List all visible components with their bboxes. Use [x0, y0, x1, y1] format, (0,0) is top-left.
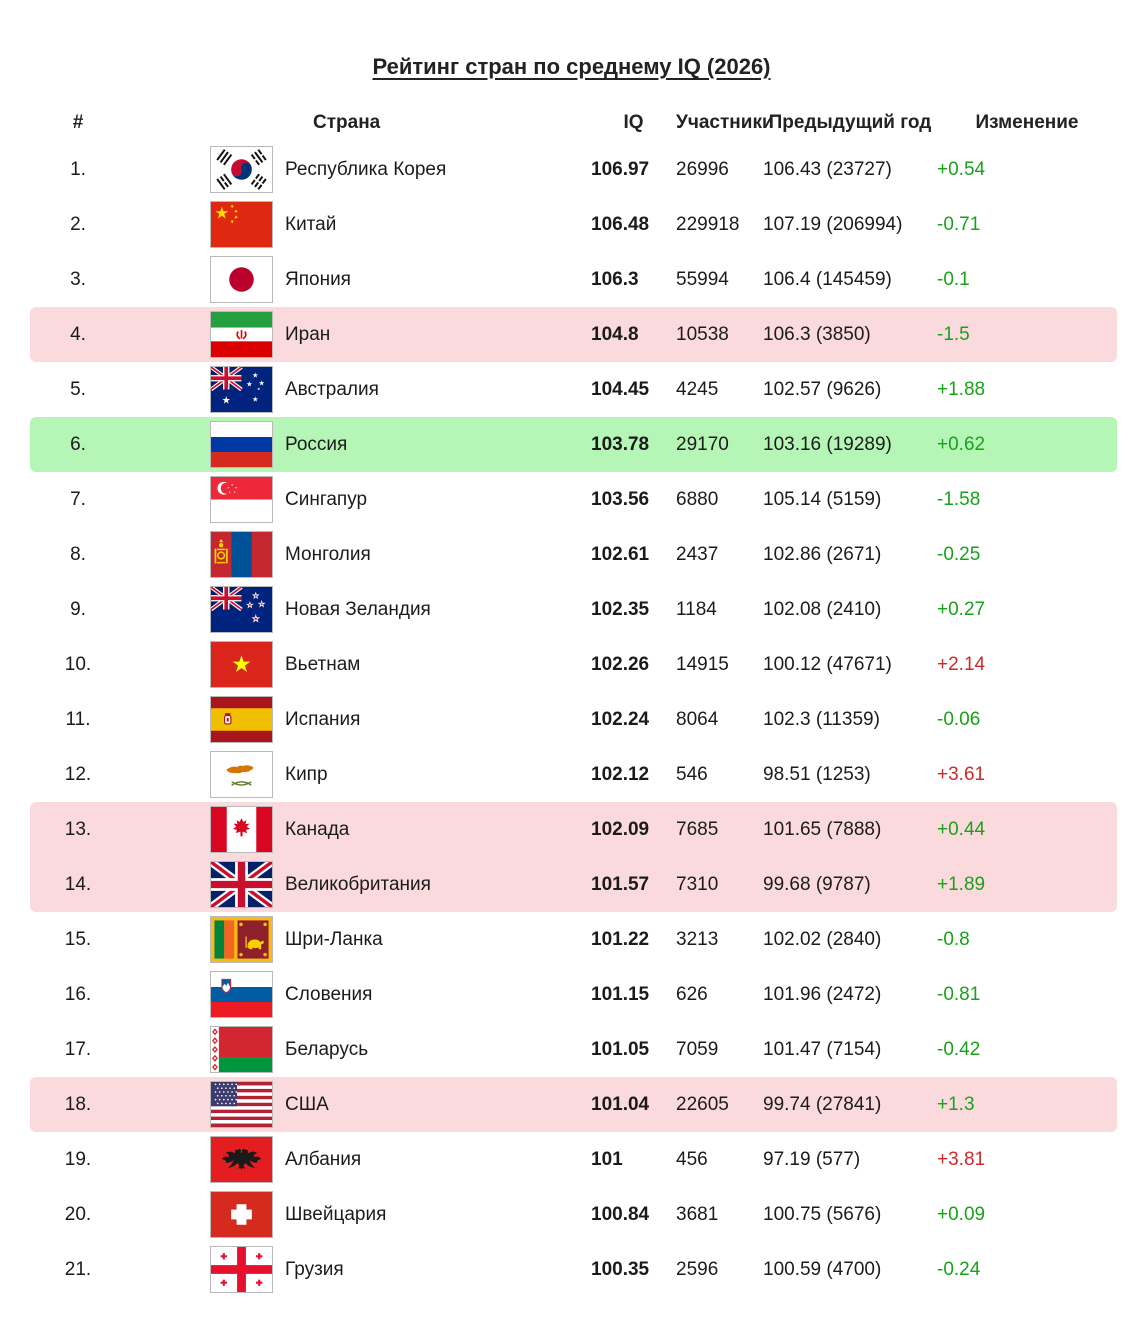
- participants-count: 2596: [676, 1258, 719, 1280]
- rank-number: 9.: [70, 598, 86, 620]
- flag-cell: [210, 311, 285, 358]
- country-name: Республика Корея: [285, 158, 447, 180]
- flag-new-zealand-icon: [210, 586, 273, 633]
- table-row: [30, 307, 1117, 362]
- participants-count: 6880: [676, 488, 719, 510]
- previous-year-value: 100.59 (4700): [763, 1258, 882, 1280]
- table-row: [30, 527, 1117, 582]
- iq-value: 102.35: [591, 598, 650, 620]
- participants-count: 14915: [676, 653, 729, 675]
- column-header-rank: #: [72, 112, 84, 133]
- rank-number: 17.: [64, 1038, 92, 1060]
- change-value: +0.09: [937, 1203, 986, 1225]
- change-value: +0.44: [937, 818, 986, 840]
- previous-year-value: 101.47 (7154): [763, 1038, 882, 1060]
- column-header-participants: Участники: [676, 112, 774, 133]
- previous-year-value: 101.65 (7888): [763, 818, 882, 840]
- change-value: -0.06: [937, 708, 981, 730]
- table-row: [30, 1132, 1117, 1187]
- participants-count: 7059: [676, 1038, 719, 1060]
- rank-number: 20.: [64, 1203, 92, 1225]
- iq-value: 102.09: [591, 818, 650, 840]
- change-value: +0.62: [937, 433, 986, 455]
- participants-count: 1184: [676, 598, 717, 620]
- change-value: -0.71: [937, 213, 981, 235]
- country-name: Новая Зеландия: [285, 598, 431, 620]
- flag-georgia-icon: [210, 1246, 273, 1293]
- country-name: Кипр: [285, 763, 328, 785]
- rank-number: 3.: [70, 268, 86, 290]
- country-name: Иран: [285, 323, 331, 345]
- flag-cell: [210, 256, 285, 303]
- flag-cell: [210, 751, 285, 798]
- rank-number: 14.: [64, 873, 92, 895]
- flag-cyprus-icon: [210, 751, 273, 798]
- participants-count: 456: [676, 1148, 708, 1170]
- rank-number: 11.: [65, 708, 91, 730]
- flag-cell: [210, 366, 285, 413]
- country-name: Вьетнам: [285, 653, 361, 675]
- flag-cell: [210, 916, 285, 963]
- participants-count: 55994: [676, 268, 729, 290]
- change-value: +1.89: [937, 873, 986, 895]
- flag-iran-icon: [210, 311, 273, 358]
- iq-ranking-page: [0, 54, 1143, 1297]
- flag-china-icon: [210, 201, 273, 248]
- iq-value: 100.84: [591, 1203, 650, 1225]
- flag-slovenia-icon: [210, 971, 273, 1018]
- flag-albania-icon: [210, 1136, 273, 1183]
- flag-cell: [210, 476, 285, 523]
- participants-count: 3681: [676, 1203, 719, 1225]
- table-row: [30, 197, 1117, 252]
- iq-value: 102.26: [591, 653, 650, 675]
- flag-cell: [210, 531, 285, 578]
- iq-value: 101.57: [591, 873, 650, 895]
- flag-cell: [210, 586, 285, 633]
- change-value: -0.24: [937, 1258, 981, 1280]
- flag-vietnam-icon: [210, 641, 273, 688]
- flag-uk-icon: [210, 861, 273, 908]
- rank-number: 16.: [64, 983, 92, 1005]
- previous-year-value: 97.19 (577): [763, 1148, 861, 1170]
- change-value: +0.27: [937, 598, 986, 620]
- participants-count: 8064: [676, 708, 719, 730]
- participants-count: 7310: [676, 873, 719, 895]
- iq-value: 104.8: [591, 323, 639, 345]
- table-row: [30, 1242, 1117, 1297]
- flag-russia-icon: [210, 421, 273, 468]
- previous-year-value: 106.4 (145459): [763, 268, 892, 290]
- iq-value: 101.04: [591, 1093, 650, 1115]
- change-value: -0.81: [937, 983, 981, 1005]
- iq-value: 100.35: [591, 1258, 650, 1280]
- flag-south-korea-icon: [210, 146, 273, 193]
- previous-year-value: 100.12 (47671): [763, 653, 892, 675]
- rank-number: 1.: [70, 158, 86, 180]
- table-row: [30, 252, 1117, 307]
- change-value: -0.8: [937, 928, 970, 950]
- table-row: [30, 1022, 1117, 1077]
- flag-cell: [210, 146, 285, 193]
- table-row: [30, 692, 1117, 747]
- rank-number: 6.: [70, 433, 86, 455]
- flag-singapore-icon: [210, 476, 273, 523]
- flag-cell: [210, 1246, 285, 1293]
- rank-number: 8.: [70, 543, 86, 565]
- change-value: -0.1: [937, 268, 970, 290]
- participants-count: 10538: [676, 323, 729, 345]
- iq-value: 101.22: [591, 928, 650, 950]
- country-name: Словения: [285, 983, 373, 1005]
- country-name: Шри-Ланка: [285, 928, 383, 950]
- flag-switzerland-icon: [210, 1191, 273, 1238]
- country-name: Россия: [285, 433, 348, 455]
- iq-value: 106.3: [591, 268, 639, 290]
- flag-cell: [210, 971, 285, 1018]
- flag-belarus-icon: [210, 1026, 273, 1073]
- iq-value: 104.45: [591, 378, 650, 400]
- iq-value: 101.15: [591, 983, 650, 1005]
- country-name: Канада: [285, 818, 350, 840]
- iq-value: 103.78: [591, 433, 650, 455]
- flag-australia-icon: [210, 366, 273, 413]
- previous-year-value: 102.57 (9626): [763, 378, 882, 400]
- change-value: -0.42: [937, 1038, 981, 1060]
- table-row: [30, 857, 1117, 912]
- flag-cell: [210, 641, 285, 688]
- participants-count: 2437: [676, 543, 719, 565]
- table-row: [30, 582, 1117, 637]
- rank-number: 10.: [64, 653, 92, 675]
- flag-japan-icon: [210, 256, 273, 303]
- column-header-iq: IQ: [623, 112, 644, 133]
- table-row: [30, 1077, 1117, 1132]
- flag-cell: [210, 1026, 285, 1073]
- country-name: Албания: [285, 1148, 362, 1170]
- participants-count: 4245: [676, 378, 719, 400]
- country-name: Великобритания: [285, 873, 431, 895]
- previous-year-value: 102.02 (2840): [763, 928, 882, 950]
- previous-year-value: 103.16 (19289): [763, 433, 892, 455]
- table-row: [30, 417, 1117, 472]
- table-row: [30, 802, 1117, 857]
- previous-year-value: 99.68 (9787): [763, 873, 871, 895]
- country-name: Испания: [285, 708, 361, 730]
- table-row: [30, 142, 1117, 197]
- country-name: США: [285, 1093, 329, 1115]
- participants-count: 229918: [676, 213, 740, 235]
- flag-usa-icon: [210, 1081, 273, 1128]
- iq-value: 101: [591, 1148, 623, 1170]
- previous-year-value: 106.43 (23727): [763, 158, 892, 180]
- rank-number: 19.: [64, 1148, 92, 1170]
- country-name: Беларусь: [285, 1038, 369, 1060]
- participants-count: 22605: [676, 1093, 729, 1115]
- country-name: Австралия: [285, 378, 379, 400]
- change-value: -1.58: [937, 488, 981, 510]
- previous-year-value: 105.14 (5159): [763, 488, 882, 510]
- change-value: +3.81: [937, 1148, 986, 1170]
- participants-count: 626: [676, 983, 708, 1005]
- flag-cell: [210, 201, 285, 248]
- iq-value: 102.24: [591, 708, 650, 730]
- change-value: +0.54: [937, 158, 986, 180]
- previous-year-value: 99.74 (27841): [763, 1093, 882, 1115]
- iq-value: 102.12: [591, 763, 650, 785]
- participants-count: 26996: [676, 158, 729, 180]
- change-value: +2.14: [937, 653, 986, 675]
- iq-value: 106.97: [591, 158, 650, 180]
- ranking-table: [30, 104, 1117, 1297]
- page-title: Рейтинг стран по среднему IQ (2026): [372, 54, 771, 79]
- table-row: [30, 362, 1117, 417]
- flag-cell: [210, 806, 285, 853]
- country-name: Швейцария: [285, 1203, 387, 1225]
- country-name: Китай: [285, 213, 337, 235]
- flag-mongolia-icon: [210, 531, 273, 578]
- flag-cell: [210, 1081, 285, 1128]
- table-row: [30, 472, 1117, 527]
- flag-sri-lanka-icon: [210, 916, 273, 963]
- country-name: Монголия: [285, 543, 371, 565]
- change-value: +1.88: [937, 378, 986, 400]
- rank-number: 5.: [70, 378, 86, 400]
- participants-count: 7685: [676, 818, 719, 840]
- change-value: -1.5: [937, 323, 970, 345]
- table-row: [30, 912, 1117, 967]
- rank-number: 12.: [64, 763, 92, 785]
- column-header-country: Страна: [313, 112, 381, 133]
- rank-number: 15.: [64, 928, 92, 950]
- previous-year-value: 100.75 (5676): [763, 1203, 882, 1225]
- previous-year-value: 101.96 (2472): [763, 983, 882, 1005]
- flag-spain-icon: [210, 696, 273, 743]
- previous-year-value: 107.19 (206994): [763, 213, 903, 235]
- country-name: Япония: [285, 268, 351, 290]
- flag-cell: [210, 1136, 285, 1183]
- participants-count: 29170: [676, 433, 729, 455]
- previous-year-value: 98.51 (1253): [763, 763, 871, 785]
- change-value: +1.3: [937, 1093, 975, 1115]
- iq-value: 101.05: [591, 1038, 650, 1060]
- participants-count: 3213: [676, 928, 719, 950]
- flag-canada-icon: [210, 806, 273, 853]
- rank-number: 18.: [64, 1093, 92, 1115]
- change-value: +3.61: [937, 763, 986, 785]
- table-row: [30, 967, 1117, 1022]
- rank-number: 4.: [70, 323, 86, 345]
- participants-count: 546: [676, 763, 708, 785]
- change-value: -0.25: [937, 543, 981, 565]
- rank-number: 2.: [70, 213, 86, 235]
- iq-value: 103.56: [591, 488, 650, 510]
- rank-number: 21.: [64, 1258, 92, 1280]
- table-row: [30, 1187, 1117, 1242]
- rank-number: 7.: [70, 488, 86, 510]
- country-name: Сингапур: [285, 488, 368, 510]
- column-header-change: Изменение: [975, 112, 1079, 133]
- iq-value: 106.48: [591, 213, 650, 235]
- previous-year-value: 102.3 (11359): [763, 708, 880, 730]
- flag-cell: [210, 1191, 285, 1238]
- previous-year-value: 102.08 (2410): [763, 598, 882, 620]
- flag-cell: [210, 696, 285, 743]
- country-name: Грузия: [285, 1258, 344, 1280]
- iq-value: 102.61: [591, 543, 650, 565]
- flag-cell: [210, 861, 285, 908]
- flag-cell: [210, 421, 285, 468]
- table-row: [30, 637, 1117, 692]
- table-row: [30, 747, 1117, 802]
- rank-number: 13.: [64, 818, 92, 840]
- previous-year-value: 106.3 (3850): [763, 323, 871, 345]
- column-header-previous-year: Предыдущий год: [768, 112, 932, 133]
- table-header-row: [30, 104, 1117, 142]
- previous-year-value: 102.86 (2671): [763, 543, 882, 565]
- table-body: [30, 142, 1117, 1297]
